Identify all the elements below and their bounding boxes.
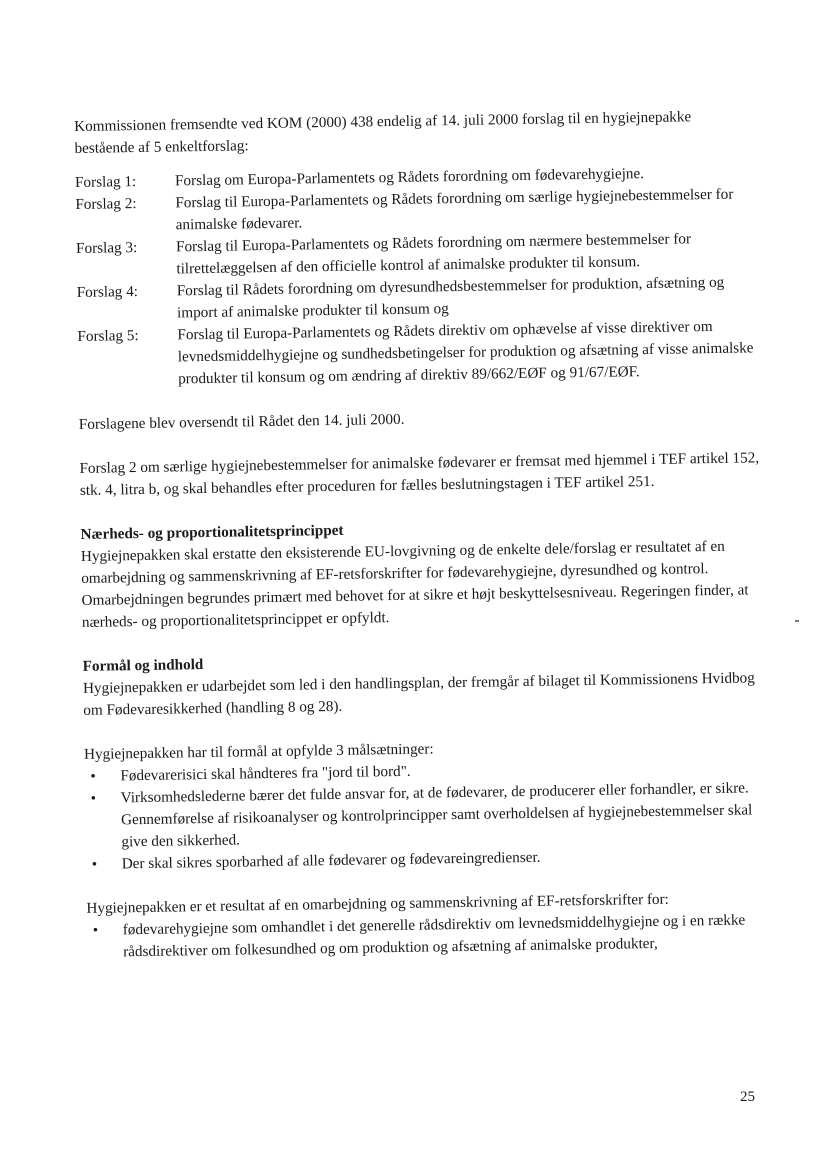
- forslag-list: [75, 161, 758, 392]
- maal-list: [84, 755, 766, 876]
- forslag-label: Forslag 3:: [75, 239, 138, 257]
- bullet-text: Fødevarerisici skal håndteres fra "jord til bord".: [120, 762, 411, 785]
- intro-paragraph: Kommissionen fremsendte ved KOM (2000) 438 endelig af 14. juli 2000 forslag til en hygiejnepakke bestående af 5 enkeltforslag:: [74, 108, 692, 157]
- forslag-text: Forslag til Europa-Parlamentets og Rådets direktiv om ophævelse af visse direktiver om levnedsmiddelhygiejne og sundhedsbetingelser for produktion og afsætning af visse animalske produkter til konsum og om ændring af direktiv 89/662/EØF og 91/67/EØF.: [177, 317, 754, 388]
- bullet-text: fødevarehygiejne som omhandlet i det generelle rådsdirektiv om levnedsmiddelhygiejne og i en række rådsdirektiver om folkesundhed og om produktion og afsætning af animalske produkter,: [122, 911, 746, 961]
- maal-intro: Hygiejnepakken har til formål at opfylde 3 målsætninger:: [83, 740, 434, 763]
- formaal-heading: Formål og indhold: [82, 656, 204, 675]
- forslag-label: Forslag 5:: [77, 327, 139, 345]
- list-item: [87, 909, 768, 964]
- resultat-list: [87, 909, 768, 964]
- formaal-paragraph: Hygiejnepakken er udarbejdet som led i den handlingsplan, der fremgår af bilaget til Kommissionens Hvidbog om Fødevaresikkerhed (handling 8 og 28).: [82, 669, 755, 719]
- page-number: 25: [740, 1089, 755, 1105]
- forslag-item: [77, 315, 758, 392]
- forslag-label: Forslag 2:: [75, 195, 137, 213]
- forslag-text: Forslag til Europa-Parlamentets og Rådets forordning om særlige hygiejnebestemmelser for animalske fødevarer.: [175, 185, 734, 234]
- naerhed-paragraph: Hygiejnepakken skal erstatte den eksisterende EU-lovgivning og de enkelte dele/forslag er resultatet af en omarbejdning og sammenskrivning af EF-retsforskrifter for fødevarehygiejne, dyresundhed og kontrol. Omarbejdningen begrundes primært med behovet for at sikre et højt beskyttelsesniveau. Regeringen finder, at nærheds- og proportionalitetsprincippet er opfyldt.: [80, 537, 749, 631]
- bullet-icon: •: [92, 921, 99, 939]
- naerhed-heading: Nærheds- og proportionalitetsprincippet: [80, 521, 344, 543]
- list-item: [85, 777, 766, 854]
- forslag2-paragraph: Forslag 2 om særlige hygiejnebestemmelser for animalske fødevarer er fremsat med hjemmel i TEF artikel 152, stk. 4, litra b, og skal behandles efter proceduren for fælles beslutningstagen i TEF artikel 251.: [79, 449, 760, 499]
- resultat-intro: Hygiejnepakken er et resultat af en omarbejdning og sammenskrivning af EF-retsforskrifter for:: [86, 890, 669, 917]
- bullet-icon: •: [90, 789, 97, 807]
- forslag-text: Forslag til Europa-Parlamentets og Rådets forordning om nærmere bestemmelser for tilrettelæggelsen af den officielle kontrol af animalske produkter til konsum.: [175, 230, 692, 278]
- bullet-icon: •: [91, 855, 98, 873]
- bullet-text: Virksomhedslederne bærer det fulde ansvar for, at de fødevarer, de producerer eller forhandler, er sikre. Gennemførelse af risikoanalyser og kontrolprincipper samt overholdelsen af hygiejnebestemmelser skal give den sikkerhed.: [120, 779, 753, 851]
- scan-speck: [795, 620, 799, 622]
- forslag-label: Forslag 1:: [74, 173, 137, 191]
- body-text: [74, 105, 767, 964]
- forslag-label: Forslag 4:: [76, 283, 139, 301]
- bullet-icon: •: [90, 767, 96, 785]
- oversendt-paragraph: Forslagene blev oversendt til Rådet den 14. juli 2000.: [78, 410, 405, 433]
- forslag-text: Forslag om Europa-Parlamentets og Rådets forordning om fødevarehygiejne.: [174, 165, 645, 190]
- bullet-text: Der skal sikres sporbarhed af alle fødevarer og fødevareingredienser.: [121, 848, 541, 873]
- forslag-text: Forslag til Rådets forordning om dyresundhedsbestemmelser for produktion, afsætning og import af animalske produkter til konsum og: [176, 273, 725, 322]
